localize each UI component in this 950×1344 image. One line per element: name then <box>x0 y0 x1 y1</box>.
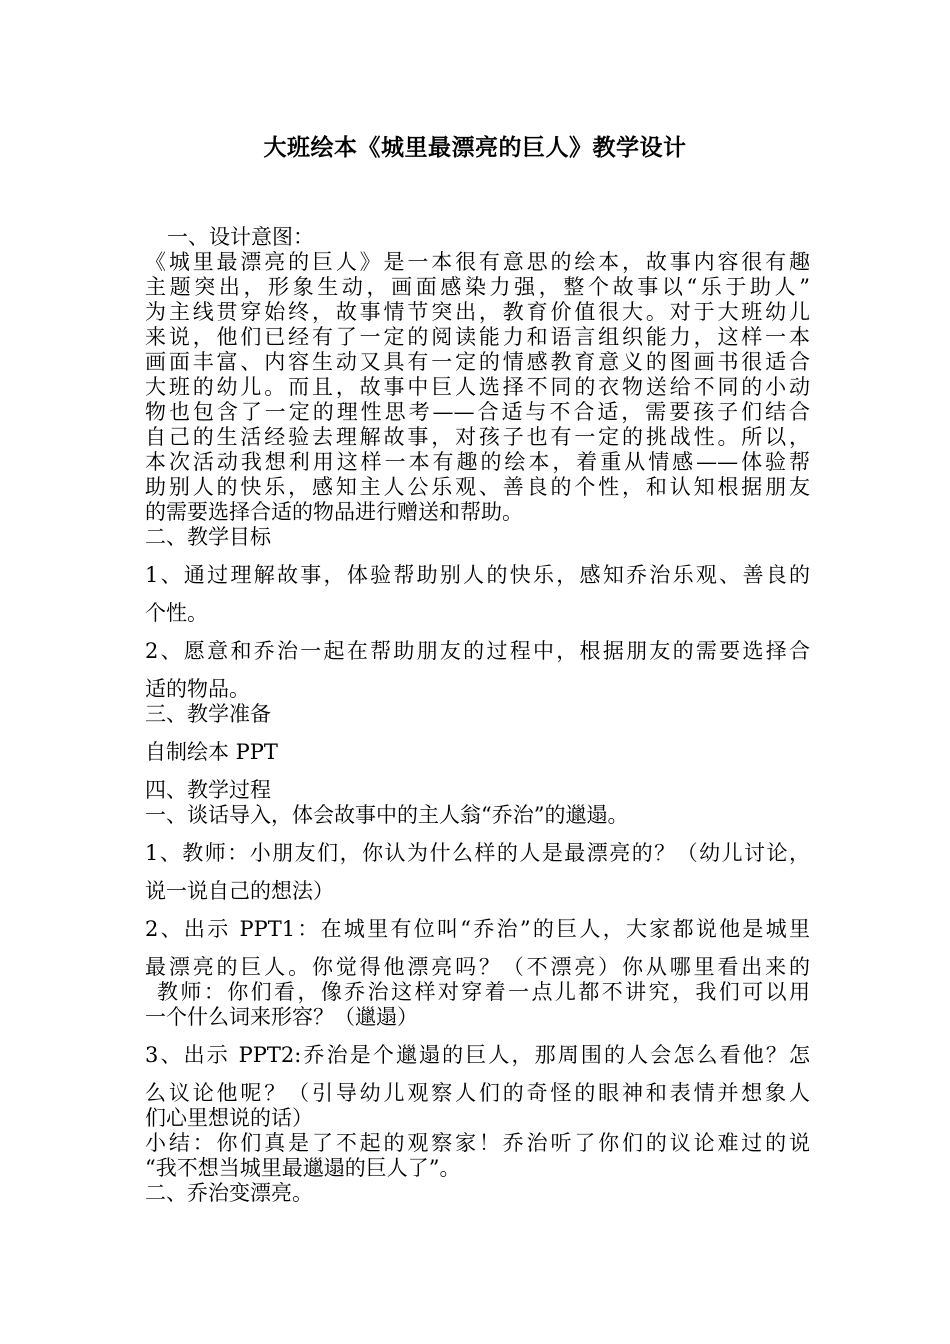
paragraph-line: 为主线贯穿始终，故事情节突出，教育价值很大。对于大班幼儿 <box>145 300 810 324</box>
section-heading-preparation: 三、教学准备 <box>145 702 271 726</box>
paragraph-line: 来说，他们已经有了一定的阅读能力和语言组织能力，这样一本 <box>145 325 810 349</box>
section-heading-process: 四、教学过程 <box>145 778 271 802</box>
paragraph-line: 本次活动我想利用这样一本有趣的绘本，着重从情感——体验帮 <box>145 450 810 474</box>
question-2: 2、出示 PPT1：在城里有位叫“乔治”的巨人，大家都说他是城里 <box>145 917 810 941</box>
document-title: 大班绘本《城里最漂亮的巨人》教学设计 <box>263 134 687 161</box>
summary-line-cont: “我不想当城里最邋遢的巨人了”。 <box>145 1156 461 1180</box>
paragraph-line: 的需要选择合适的物品进行赠送和帮助。 <box>145 500 523 524</box>
summary-line: 小结：你们真是了不起的观察家！乔治听了你们的议论难过的说 <box>145 1131 810 1155</box>
section-heading-design-intent: 一、设计意图： <box>167 225 314 249</box>
question-3-cont-2: 们心里想说的话） <box>145 1106 313 1130</box>
question-3-cont: 么议论他呢？（引导幼儿观察人们的奇怪的眼神和表情并想象人 <box>145 1081 810 1105</box>
teacher-line-cont: 一个什么词来形容？（邋遢） <box>145 1005 418 1029</box>
process-step-2: 二、乔治变漂亮。 <box>145 1181 313 1205</box>
goal-item-2: 2、愿意和乔治一起在帮助朋友的过程中，根据朋友的需要选择合 <box>145 639 810 663</box>
paragraph-line: 助别人的快乐，感知主人公乐观、善良的个性，和认知根据朋友 <box>145 475 810 499</box>
process-step-1: 一、谈话导入，体会故事中的主人翁“乔治”的邋遢。 <box>145 803 629 827</box>
teacher-line: 教师：你们看，像乔治这样对穿着一点儿都不讲究，我们可以用 <box>157 980 810 1004</box>
paragraph-line: 《城里最漂亮的巨人》是一本很有意思的绘本，故事内容很有趣 <box>145 250 810 274</box>
question-1: 1、教师：小朋友们，你认为什么样的人是最漂亮的？（幼儿讨论， <box>145 841 810 865</box>
question-2-cont: 最漂亮的巨人。你觉得他漂亮吗？（不漂亮）你从哪里看出来的 <box>145 955 810 979</box>
preparation-text: 自制绘本 PPT <box>145 740 278 764</box>
question-1-cont: 说一说自己的想法） <box>145 879 334 903</box>
section-heading-goals: 二、教学目标 <box>145 525 271 549</box>
paragraph-line: 画面丰富、内容生动又具有一定的情感教育意义的图画书很适合 <box>145 350 810 374</box>
question-3: 3、出示 PPT2:乔治是个邋遢的巨人，那周围的人会怎么看他？怎 <box>145 1043 810 1067</box>
goal-item-2-cont: 适的物品。 <box>145 677 250 701</box>
document-body <box>145 225 810 1206</box>
paragraph-line: 主题突出，形象生动，画面感染力强，整个故事以“乐于助人” <box>145 275 810 299</box>
goal-item-1: 1、通过理解故事，体验帮助别人的快乐，感知乔治乐观、善良的 <box>145 563 810 587</box>
paragraph-line: 物也包含了一定的理性思考——合适与不合适，需要孩子们结合 <box>145 400 810 424</box>
paragraph-line: 自己的生活经验去理解故事，对孩子也有一定的挑战性。所以， <box>145 425 810 449</box>
goal-item-1-cont: 个性。 <box>145 601 208 625</box>
paragraph-line: 大班的幼儿。而且，故事中巨人选择不同的衣物送给不同的小动 <box>145 375 810 399</box>
